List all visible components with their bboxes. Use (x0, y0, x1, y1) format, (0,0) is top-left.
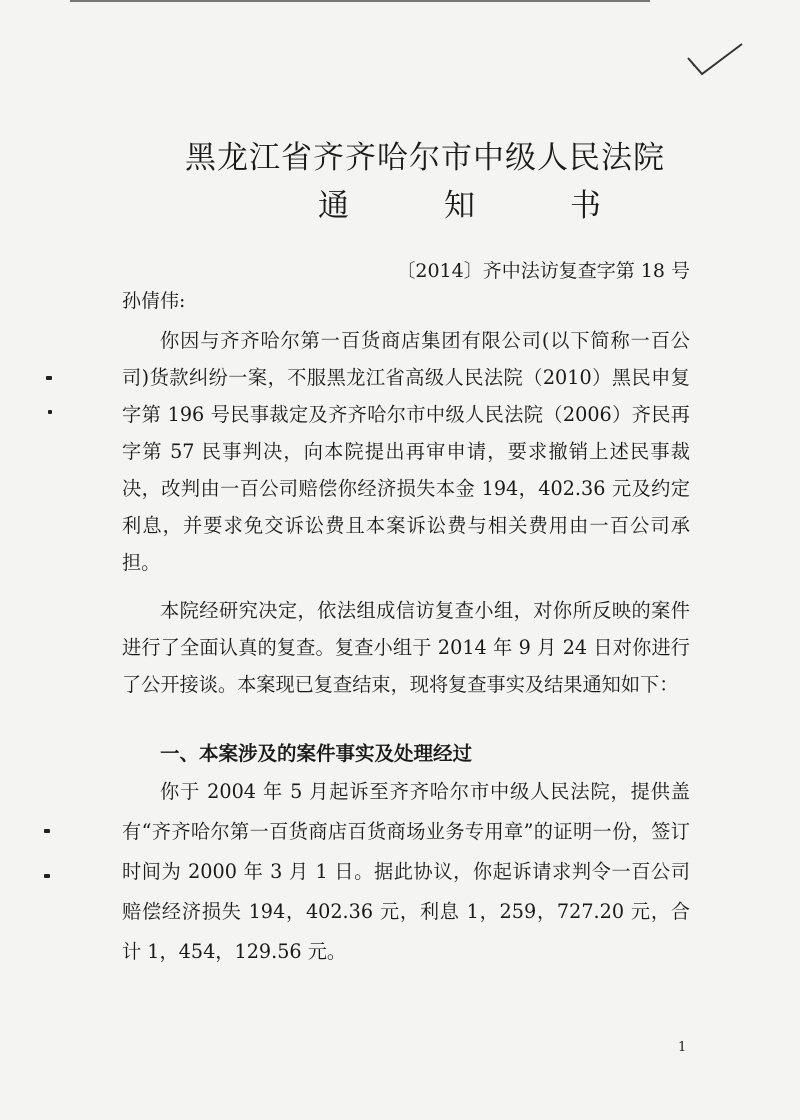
document-type-title: 通 知 书 (318, 188, 633, 224)
handwritten-check-mark (684, 40, 744, 80)
body-paragraph-3: 你于 2004 年 5 月起诉至齐齐哈尔市中级人民法院，提供盖有“齐齐哈尔第一百货商店百货商场业务专用章”的证明一份，签订时间为 2000 年 3 月 1 日。据此协议，你起诉请求判令一百公司赔偿经济损失 194，402.36 元，利息 1，259，727.20 元，合计 1，454，129.56 元。 (122, 780, 690, 963)
punch-hole-mark (44, 874, 50, 878)
punch-hole-mark (48, 410, 52, 414)
court-name-title: 黑龙江省齐齐哈尔市中级人民法院 (185, 140, 665, 176)
section-heading: 一、本案涉及的案件事实及处理经过 (160, 742, 473, 765)
case-number: 〔2014〕齐中法访复查字第 18 号 (396, 260, 690, 282)
scan-edge-line (70, 0, 650, 2)
body-paragraph-1: 你因与齐齐哈尔第一百货商店集团有限公司(以下简称一百公司)货款纠纷一案，不服黑龙江省高级人民法院（2010）黑民申复字第 196 号民事裁定及齐齐哈尔市中级人民法院（2006）齐民再字第 57 民事判决，向本院提出再审申请，要求撤销上述民事裁决，改判由一百公司赔偿你经济损失本金 194，402.36 元及约定利息，并要求免交诉讼费且本案诉讼费与相关费用由一百公司承担。 (122, 329, 690, 574)
page-number: 1 (678, 1040, 687, 1055)
body-paragraph-2: 本院经研究决定，依法组成信访复查小组，对你所反映的案件进行了全面认真的复查。复查小组于 2014 年 9 月 24 日对你进行了公开接谈。本案现已复查结束，现将复查事实及结果通知如下： (122, 599, 690, 696)
punch-hole-mark (46, 376, 52, 380)
addressee: 孙倩伟: (122, 290, 186, 312)
punch-hole-mark (44, 829, 50, 833)
